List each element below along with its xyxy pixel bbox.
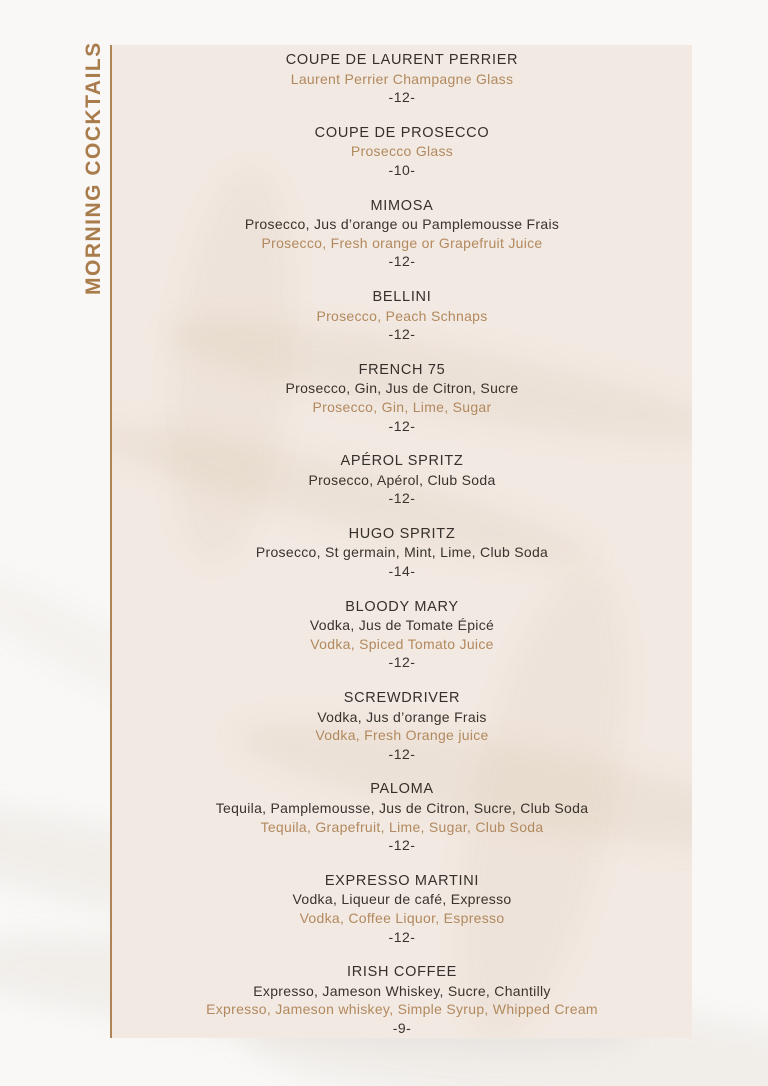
item-description-fr: Prosecco, Jus d’orange ou Pamplemousse Frais xyxy=(244,216,560,233)
item-name: PALOMA xyxy=(370,781,434,798)
item-price: -12- xyxy=(388,89,416,106)
item-description-fr: Prosecco, Gin, Jus de Citron, Sucre xyxy=(285,380,519,397)
menu-item xyxy=(112,963,692,1037)
item-price: -12- xyxy=(388,417,416,434)
item-description-en: Prosecco, Gin, Lime, Sugar xyxy=(312,398,492,415)
item-description-fr: Vodka, Liqueur de café, Expresso xyxy=(292,891,512,908)
menu-item xyxy=(112,598,692,672)
menu-item xyxy=(112,452,692,508)
item-name: HUGO SPRITZ xyxy=(348,525,456,542)
item-price: -12- xyxy=(388,745,416,762)
item-description-fr: Tequila, Pamplemousse, Jus de Citron, Sucre, Club Soda xyxy=(215,800,589,816)
menu-items-list xyxy=(112,51,692,1038)
item-description-fr: Vodka, Jus d’orange Frais xyxy=(317,708,487,725)
item-price: -9- xyxy=(392,1019,412,1036)
item-description-fr: Expresso, Jameson Whiskey, Sucre, Chantilly xyxy=(253,982,551,999)
item-description-en: Vodka, Spiced Tomato Juice xyxy=(310,635,494,652)
item-name: SCREWDRIVER xyxy=(343,690,461,707)
item-name: COUPE DE LAURENT PERRIER xyxy=(285,52,519,68)
item-description-fr: Vodka, Jus de Tomate Épicé xyxy=(309,617,495,634)
menu-panel xyxy=(110,45,692,1038)
menu-item xyxy=(112,288,692,344)
item-name: BELLINI xyxy=(372,288,432,305)
item-price: -12- xyxy=(388,654,416,671)
menu-item xyxy=(112,197,692,271)
item-price: -12- xyxy=(388,837,416,854)
item-name: FRENCH 75 xyxy=(358,361,446,378)
item-price: -12- xyxy=(388,928,416,945)
item-description-en: Prosecco, Fresh orange or Grapefruit Juice xyxy=(261,234,543,251)
menu-item xyxy=(112,124,692,180)
item-description-en: Prosecco Glass xyxy=(350,143,454,160)
item-name: IRISH COFFEE xyxy=(347,964,457,981)
item-name: MIMOSA xyxy=(370,197,434,214)
menu-item xyxy=(112,872,692,946)
item-name: COUPE DE PROSECCO xyxy=(314,124,490,141)
menu-item xyxy=(112,780,692,854)
item-name: EXPRESSO MARTINI xyxy=(324,872,480,889)
item-description-en: Expresso, Jameson whiskey, Simple Syrup, Whipped Cream xyxy=(206,1001,598,1018)
item-description-en: Vodka, Coffee Liquor, Espresso xyxy=(299,909,505,926)
menu-item xyxy=(112,51,692,107)
item-price: -12- xyxy=(388,490,416,507)
menu-item xyxy=(112,689,692,763)
item-name: BLOODY MARY xyxy=(345,598,459,615)
item-description-en: Tequila, Grapefruit, Lime, Sugar, Club Soda xyxy=(260,818,544,835)
item-price: -12- xyxy=(388,253,416,270)
menu-item xyxy=(112,525,692,581)
item-description-en: Laurent Perrier Champagne Glass xyxy=(290,70,514,87)
item-description-fr: Prosecco, St germain, Mint, Lime, Club Soda xyxy=(255,544,549,561)
item-description-fr: Prosecco, Apérol, Club Soda xyxy=(308,471,496,488)
item-price: -14- xyxy=(388,563,416,580)
menu-item xyxy=(112,361,692,435)
item-description-en: Prosecco, Peach Schnaps xyxy=(316,307,488,324)
item-name: APÉROL SPRITZ xyxy=(340,453,464,470)
item-price: -10- xyxy=(388,161,416,178)
menu-section-title: MORNING COCKTAILS xyxy=(82,41,105,295)
item-price: -12- xyxy=(388,326,416,343)
item-description-en: Vodka, Fresh Orange juice xyxy=(315,727,489,744)
